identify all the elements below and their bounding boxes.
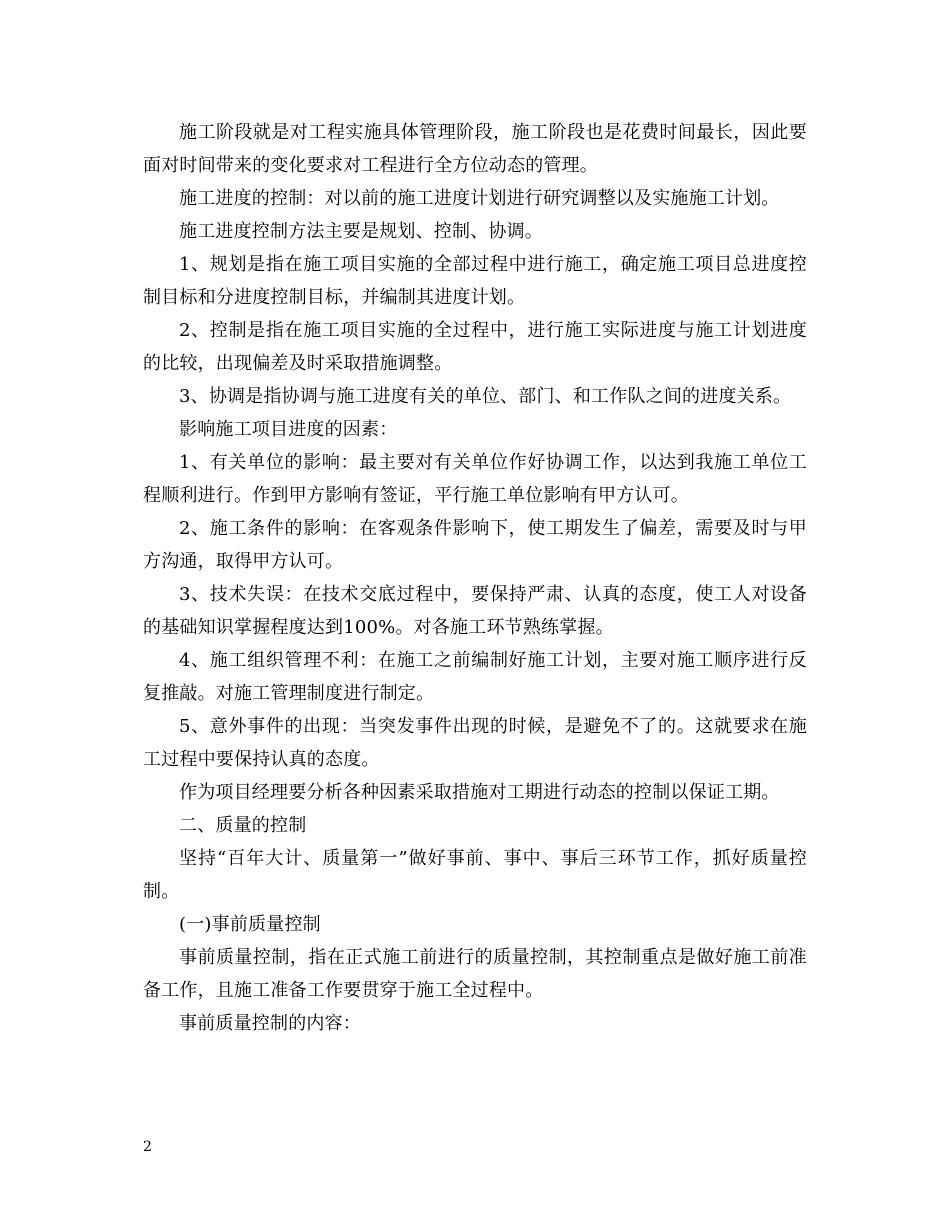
paragraph: 影响施工项目进度的因素： xyxy=(179,419,398,440)
paragraph: 2、施工条件的影响：在客观条件影响下，使工期发生了偏差，需要及时与甲方沟通，取得甲方认可。 xyxy=(143,518,807,572)
paragraph: 3、协调是指协调与施工进度有关的单位、部门、和工作队之间的进度关系。 xyxy=(179,386,792,407)
paragraph: 1、规划是指在施工项目实施的全部过程中进行施工，确定施工项目总进度控制目标和分进度控制目标，并编制其进度计划。 xyxy=(143,254,807,308)
paragraph: 3、技术失误：在技术交底过程中，要保持严肃、认真的态度，使工人对设备的基础知识掌握程度达到100%。对各施工环节熟练掌握。 xyxy=(143,584,807,638)
paragraph: 4、施工组织管理不利：在施工之前编制好施工计划，主要对施工顺序进行反复推敲。对施工管理制度进行制定。 xyxy=(143,650,807,704)
paragraph: 事前质量控制的内容： xyxy=(179,1013,361,1034)
paragraph: 施工阶段就是对工程实施具体管理阶段，施工阶段也是花费时间最长，因此要面对时间带来的变化要求对工程进行全方位动态的管理。 xyxy=(143,122,807,176)
subsection-heading: (一)事前质量控制 xyxy=(179,914,321,935)
paragraph: 1、有关单位的影响：最主要对有关单位作好协调工作，以达到我施工单位工程顺利进行。作到甲方影响有签证，平行施工单位影响有甲方认可。 xyxy=(143,452,807,506)
paragraph: 2、控制是指在施工项目实施的全过程中，进行施工实际进度与施工计划进度的比较，出现偏差及时采取措施调整。 xyxy=(143,320,807,374)
paragraph: 作为项目经理要分析各种因素采取措施对工期进行动态的控制以保证工期。 xyxy=(179,782,780,803)
paragraph: 施工进度控制方法主要是规划、控制、协调。 xyxy=(179,221,543,242)
paragraph: 事前质量控制，指在正式施工前进行的质量控制，其控制重点是做好施工前准备工作，且施工准备工作要贯穿于施工全过程中。 xyxy=(143,947,807,1001)
paragraph: 施工进度的控制：对以前的施工进度计划进行研究调整以及实施施工计划。 xyxy=(179,188,780,209)
page-number: 2 xyxy=(143,1139,152,1155)
document-body xyxy=(143,116,807,1040)
paragraph: 5、意外事件的出现：当突发事件出现的时候，是避免不了的。这就要求在施工过程中要保持认真的态度。 xyxy=(143,716,807,770)
paragraph: 坚持“百年大计、质量第一”做好事前、事中、事后三环节工作，抓好质量控制。 xyxy=(143,848,807,902)
section-heading: 二、质量的控制 xyxy=(179,815,307,836)
